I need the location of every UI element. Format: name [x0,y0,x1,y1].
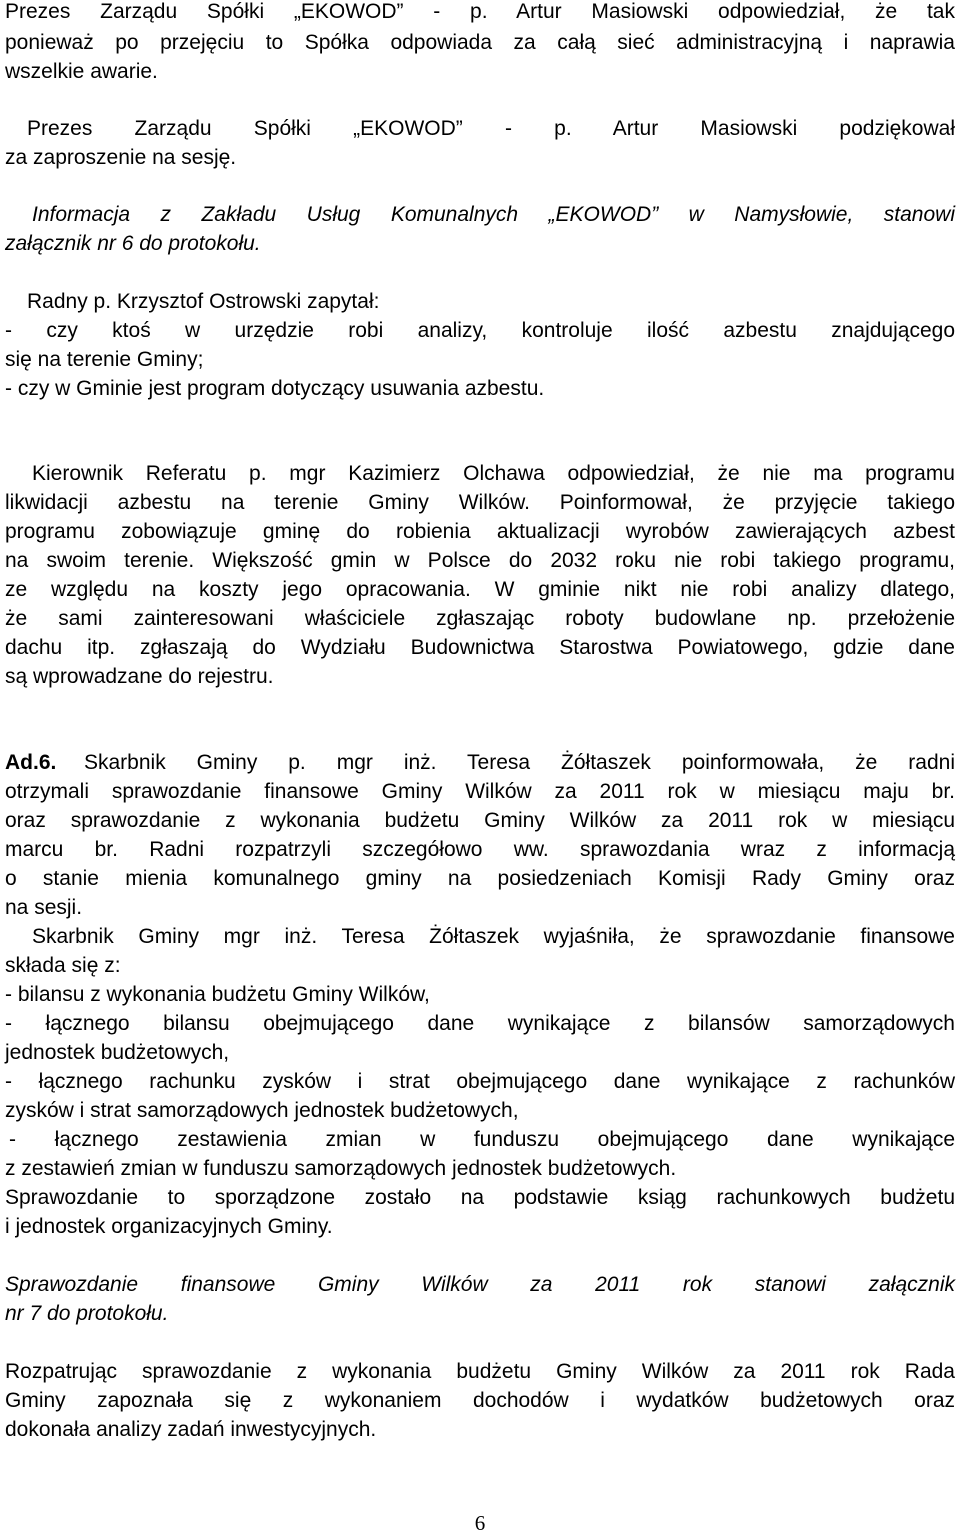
report-basis-line-1: Sprawozdanie to sporządzone zostało na podstawie ksiąg rachunkowych budżetu [5,1186,955,1209]
paragraph-ekowod-thanks-line-2: za zaproszenie na sesję. [5,146,237,169]
agenda-item-label: Ad.6. [5,751,57,774]
report-component-4-line-1: - łącznego zestawienia zmian w funduszu obejmującego dane wynikające [9,1128,955,1151]
department-head-answer-line-4: na swoim terenie. Większość gmin w Polsce do 2032 roku nie robi takiego programu, [5,549,955,572]
councillor-question-item-1-line-1: - czy ktoś w urzędzie robi analizy, kontroluje ilość azbestu znajdującego [5,319,955,342]
attachment-note-6-line-2: załącznik nr 6 do protokołu. [5,232,261,255]
report-component-1: - bilansu z wykonania budżetu Gminy Wilków, [5,983,430,1006]
treasurer-report-line-6: na sesji. [5,896,83,919]
paragraph-ekowod-answer-line-3: wszelkie awarie. [5,60,158,83]
attachment-note-7-line-2: nr 7 do protokołu. [5,1302,169,1325]
councillor-question-heading: Radny p. Krzysztof Ostrowski zapytał: [27,290,380,313]
report-component-4-line-2: z zestawień zmian w funduszu samorządowych jednostek budżetowych. [5,1157,677,1180]
treasurer-report-line-4: marcu br. Radni rozpatrzyli szczegółowo ww. sprawozdania wraz z informacją [5,838,955,861]
department-head-answer-line-6: że sami zainteresowani właściciele zgłaszając roboty budowlane np. przełożenie [5,607,955,630]
report-component-2-line-1: - łącznego bilansu obejmującego dane wynikające z bilansów samorządowych [5,1012,955,1035]
councillor-question-item-1-line-2: się na terenie Gminy; [5,348,204,371]
report-component-2-line-2: jednostek budżetowych, [5,1041,230,1064]
department-head-answer-line-1: Kierownik Referatu p. mgr Kazimierz Olchawa odpowiedział, że nie ma programu [32,462,955,485]
department-head-answer-line-5: ze względu na koszty jego opracowania. W gminie nikt nie robi analizy dlatego, [5,578,955,601]
treasurer-report-line-3: oraz sprawozdanie z wykonania budżetu Gminy Wilków za 2011 rok w miesiącu [5,809,955,832]
treasurer-explanation-line-1: Skarbnik Gminy mgr inż. Teresa Żółtaszek wyjaśniła, że sprawozdanie finansowe [32,925,955,948]
page-number: 6 [474,1511,486,1535]
treasurer-report-line-5: o stanie mienia komunalnego gminy na posiedzeniach Komisji Rady Gminy oraz [5,867,955,890]
council-review-line-1: Rozpatrując sprawozdanie z wykonania budżetu Gminy Wilków za 2011 rok Rada [5,1360,955,1383]
council-review-line-2: Gminy zapoznała się z wykonaniem dochodów i wydatków budżetowych oraz [5,1389,955,1412]
treasurer-report-line-2: otrzymali sprawozdanie finansowe Gminy Wilków za 2011 rok w miesiącu maju br. [5,780,955,803]
department-head-answer-line-8: są wprowadzane do rejestru. [5,665,274,688]
treasurer-explanation-line-2: składa się z: [5,954,121,977]
report-component-3-line-2: zysków i strat samorządowych jednostek budżetowych, [5,1099,519,1122]
department-head-answer-line-7: dachu itp. zgłaszają do Wydziału Budownictwa Starostwa Powiatowego, gdzie dane [5,636,955,659]
councillor-question-item-2: - czy w Gminie jest program dotyczący usuwania azbestu. [5,377,545,400]
treasurer-report-line-1: Skarbnik Gminy p. mgr inż. Teresa Żółtaszek poinformowała, że radni [84,751,955,774]
department-head-answer-line-3: programu zobowiązuje gminę do robienia aktualizacji wyrobów zawierających azbest [5,520,955,543]
department-head-answer-line-2: likwidacji azbestu na terenie Gminy Wilków. Poinformował, że przyjęcie takiego [5,491,955,514]
paragraph-ekowod-answer-line-2: ponieważ po przejęciu to Spółka odpowiada za całą sieć administracyjną i naprawia [5,31,955,54]
council-review-line-3: dokonała analizy zadań inwestycyjnych. [5,1418,377,1441]
attachment-note-6-line-1: Informacja z Zakładu Usług Komunalnych „EKOWOD” w Namysłowie, stanowi [32,203,955,226]
attachment-note-7-line-1: Sprawozdanie finansowe Gminy Wilków za 2011 rok stanowi załącznik [5,1273,955,1296]
report-component-3-line-1: - łącznego rachunku zysków i strat obejmującego dane wynikające z rachunków [5,1070,955,1093]
report-basis-line-2: i jednostek organizacyjnych Gminy. [5,1215,333,1238]
paragraph-ekowod-answer-line-1: Prezes Zarządu Spółki „EKOWOD” - p. Artur Masiowski odpowiedział, że tak [5,0,955,23]
paragraph-ekowod-thanks-line-1: Prezes Zarządu Spółki „EKOWOD” - p. Artur Masiowski podziękował [27,117,955,140]
